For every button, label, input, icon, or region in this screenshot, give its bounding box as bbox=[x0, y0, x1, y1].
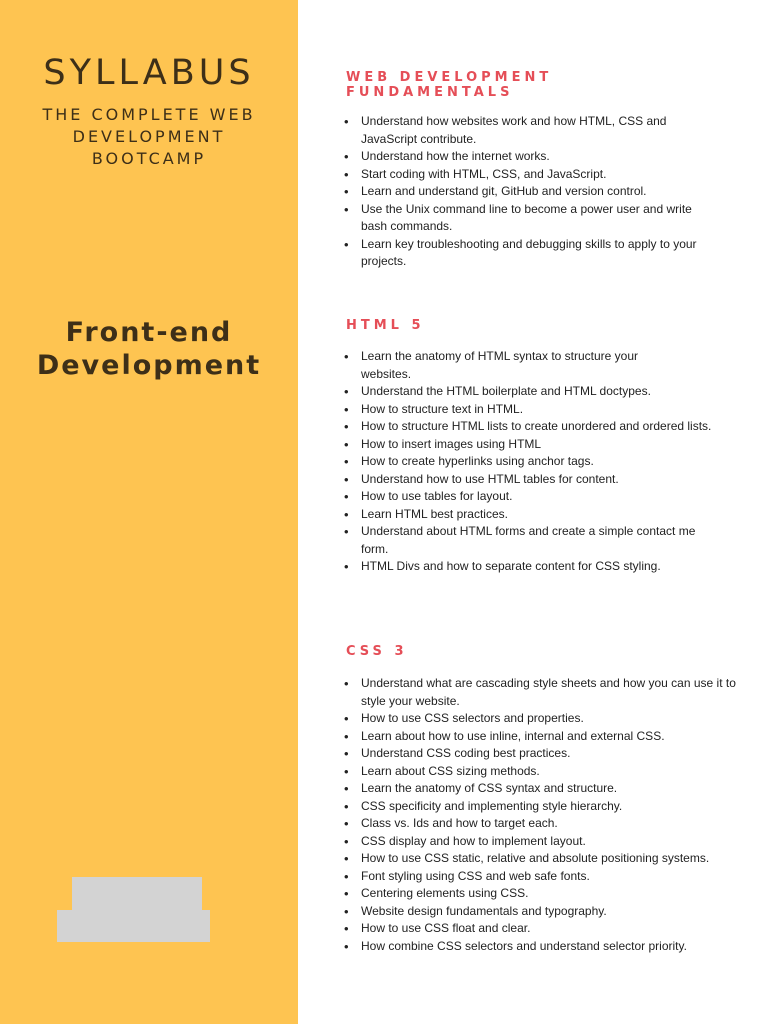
list-item: • Website design fundamentals and typography. bbox=[344, 903, 744, 921]
list-item: • How to use CSS float and clear. bbox=[344, 920, 744, 938]
sidebar bbox=[0, 0, 298, 1024]
list-item: • How to create hyperlinks using anchor tags. bbox=[344, 453, 744, 471]
list-item: • Font styling using CSS and web safe fonts. bbox=[344, 868, 744, 886]
list-item: • Understand how websites work and how HTML, CSS and JavaScript contribute. bbox=[344, 113, 706, 148]
course-subtitle-line: DEVELOPMENT bbox=[72, 127, 226, 146]
list-item: • Understand how the internet works. bbox=[344, 148, 744, 166]
image-placeholder-top bbox=[72, 877, 202, 912]
syllabus-title: SYLLABUS bbox=[43, 53, 255, 93]
list-item: • Learn key troubleshooting and debugging skills to apply to your projects. bbox=[344, 236, 726, 271]
image-placeholder-bottom bbox=[57, 910, 210, 942]
list-item: • How to use CSS static, relative and absolute positioning systems. bbox=[344, 850, 711, 868]
list-item: • How to use CSS selectors and properties. bbox=[344, 710, 744, 728]
section-list-web-fundamentals bbox=[344, 113, 744, 271]
section-heading-html5 bbox=[346, 318, 425, 333]
list-item: • HTML Divs and how to separate content for CSS styling. bbox=[344, 558, 744, 576]
section-heading-line: WEB DEVELOPMENT bbox=[346, 70, 553, 85]
front-end-title-line: Development bbox=[36, 350, 262, 381]
list-item: • Understand about HTML forms and create a simple contact me form. bbox=[344, 523, 726, 558]
list-item: • Learn HTML best practices. bbox=[344, 506, 744, 524]
course-subtitle-line: BOOTCAMP bbox=[91, 149, 207, 168]
list-item: • How to structure text in HTML. bbox=[344, 401, 744, 419]
list-item: • Learn about how to use inline, internal and external CSS. bbox=[344, 728, 744, 746]
section-heading-web-fundamentals bbox=[346, 70, 552, 100]
list-item: • Understand what are cascading style sheets and how you can use it to style your website. bbox=[344, 675, 736, 710]
list-item: • How to use tables for layout. bbox=[344, 488, 744, 506]
section-heading-line: CSS 3 bbox=[346, 644, 408, 659]
list-item: • Understand CSS coding best practices. bbox=[344, 745, 744, 763]
list-item: • Centering elements using CSS. bbox=[344, 885, 744, 903]
section-list-css3 bbox=[344, 675, 744, 955]
course-subtitle-line: THE COMPLETE WEB bbox=[42, 105, 256, 124]
course-subtitle bbox=[0, 104, 298, 170]
list-item: • Understand the HTML boilerplate and HTML doctypes. bbox=[344, 383, 744, 401]
list-item: • Learn about CSS sizing methods. bbox=[344, 763, 744, 781]
list-item: • How to insert images using HTML bbox=[344, 436, 744, 454]
section-list-html5 bbox=[344, 348, 744, 576]
front-end-title-line: Front-end bbox=[65, 317, 233, 348]
list-item: • How combine CSS selectors and understand selector priority. bbox=[344, 938, 744, 956]
list-item: • How to structure HTML lists to create unordered and ordered lists. bbox=[344, 418, 741, 436]
section-heading-line: FUNDAMENTALS bbox=[346, 85, 514, 100]
list-item: • Use the Unix command line to become a power user and write bash commands. bbox=[344, 201, 706, 236]
list-item: • CSS display and how to implement layout. bbox=[344, 833, 744, 851]
list-item: • Class vs. Ids and how to target each. bbox=[344, 815, 744, 833]
section-heading-line: HTML 5 bbox=[346, 318, 425, 333]
list-item: • Learn the anatomy of HTML syntax to structure your websites. bbox=[344, 348, 681, 383]
list-item: • Learn and understand git, GitHub and version control. bbox=[344, 183, 744, 201]
section-heading-css3 bbox=[346, 644, 408, 659]
list-item: • CSS specificity and implementing style hierarchy. bbox=[344, 798, 744, 816]
list-item: • Learn the anatomy of CSS syntax and structure. bbox=[344, 780, 744, 798]
list-item: • Start coding with HTML, CSS, and JavaScript. bbox=[344, 166, 744, 184]
front-end-title bbox=[0, 316, 298, 382]
list-item: • Understand how to use HTML tables for content. bbox=[344, 471, 744, 489]
